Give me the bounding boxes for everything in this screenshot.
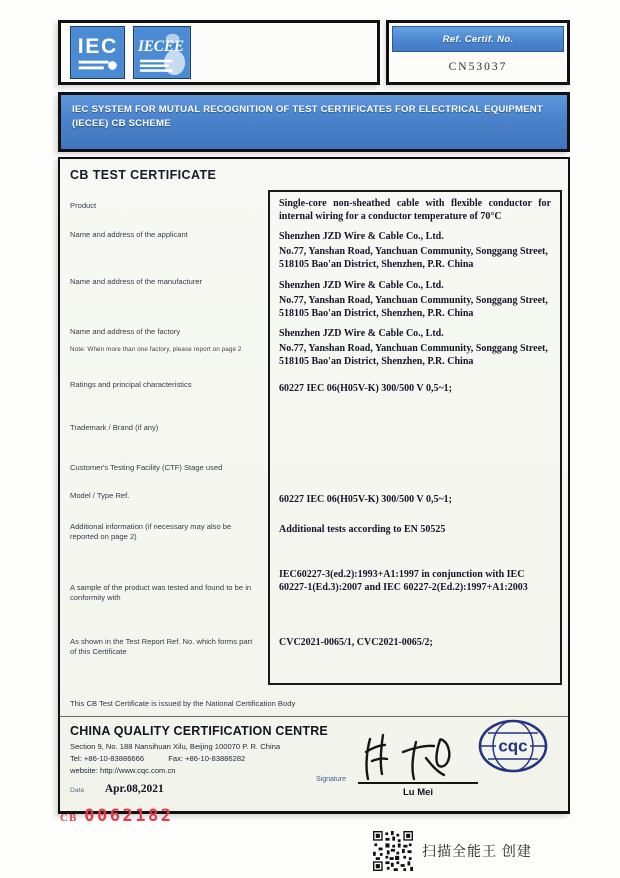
label-manufacturer: Name and address of the manufacturer [70,277,203,286]
label-ratings: Ratings and principal characteristics [70,380,192,389]
header [58,20,570,85]
label-factory-text: Name and address of the factory [70,327,181,336]
value-ratings: 60227 IEC 06(H05V-K) 300/500 V 0,5~1; [279,383,452,394]
signature-block [316,731,491,803]
factory-note: Note: When more than one factory, please report on page 2 [70,346,242,354]
value-test-report: CVC2021-0065/1, CVC2021-0065/2; [279,637,433,648]
scanner-watermark-text: 扫描全能王 创建 [422,843,532,859]
value-ctf [270,458,560,488]
certification-body-website: website: http://www.cqc.com.cn [70,766,176,775]
label-test-report: As shown in the Test Report Ref. No. which forms part of this Certificate [70,637,253,657]
iec-logo-icon [70,26,125,79]
manufacturer-company: Shenzhen JZD Wire & Cable Co., Ltd. [279,280,444,291]
logo-box [58,20,380,85]
labels-column [60,190,268,685]
ref-certif-number: CN53037 [448,61,508,73]
certificate-table [60,190,568,685]
value-conformity: IEC60227-3(ed.2):1993+A1:1997 in conjunction with IEC 60227-1(Ed.3):2007 and IEC 60227-2(Ed.2):1997+A1:2003 [279,569,528,594]
signature-line [358,782,478,784]
certification-body-name: CHINA QUALITY CERTIFICATION CENTRE [70,724,328,738]
certificate-footer [60,699,568,811]
scanner-watermark [373,831,532,871]
ref-certif-label: Ref. Certif. No. [392,26,564,52]
scheme-banner: IEC SYSTEM FOR MUTUAL RECOGNITION OF TEST CERTIFICATES FOR ELECTRICAL EQUIPMENT (IECEE) CB SCHEME [58,92,570,152]
svg-text:IECEE: IECEE [137,38,185,56]
date-value: Apr.08,2021 [104,783,164,795]
certificate-box [58,157,570,814]
factory-company: Shenzhen JZD Wire & Cable Co., Ltd. [279,328,444,339]
label-model: Model / Type Ref. [70,491,130,500]
certification-body-address: Section 9, No. 188 Nansihuan Xilu, Beijing 100070 P. R. China [70,742,281,751]
value-factory [270,322,560,375]
label-factory [70,320,268,373]
svg-text:IEC: IEC [77,34,117,58]
value-trademark [270,418,560,458]
date-row [70,779,164,797]
applicant-address: No.77, Yanshan Road, Yanchuan Community, Songgang Street, 518105 Bao'an District, Shenzhen, P.R. China [279,246,548,271]
signatory-name: Lu Mei [402,787,434,798]
qr-code-icon [373,831,413,871]
applicant-company: Shenzhen JZD Wire & Cable Co., Ltd. [279,231,444,242]
values-column [268,190,562,685]
value-additional-info: Additional tests according to EN 50525 [279,524,446,535]
label-additional-info: Additional information (if necessary may also be reported on page 2) [70,522,232,542]
iecee-logo-icon [133,26,191,79]
manufacturer-address: No.77, Yanshan Road, Yanchuan Community, Songgang Street, 518105 Bao'an District, Shenzhen, P.R. China [279,295,548,320]
signature-label: Signature [316,776,346,783]
footer-body [70,717,558,805]
svg-text:cqc: cqc [498,736,528,756]
signature-handwriting-icon [356,730,471,782]
label-product: Product [70,201,97,210]
tel: Tel: +86-10-83886666 [70,754,145,763]
value-product: Single-core non-sheathed cable with flexible conductor for internal wiring for a conductor temperature of 70°C [279,198,551,223]
certificate-title: CB TEST CERTIFICATE [70,168,217,182]
label-ctf: Customer's Testing Facility (CTF) Stage used [70,463,223,472]
issued-by-statement: This CB Test Certificate is issued by the National Certification Body [70,699,296,708]
certification-body-telfax [70,754,245,763]
value-model: 60227 IEC 06(H05V-K) 300/500 V 0,5~1; [279,494,452,505]
value-manufacturer [270,272,560,322]
stamp-number: 0062182 [84,806,174,826]
stamp-prefix: CB [60,812,78,824]
date-label: Date [70,787,85,794]
value-applicant [270,225,560,272]
cb-serial-stamp [60,806,173,826]
fax: Fax: +86-10-83886282 [168,754,246,763]
certificate-page [58,20,570,814]
label-applicant: Name and address of the applicant [70,230,188,239]
ref-certif-box [386,20,570,85]
factory-address: No.77, Yanshan Road, Yanchuan Community, Songgang Street, 518105 Bao'an District, Shenzhen, P.R. China [279,343,548,368]
label-trademark: Trademark / Brand (if any) [70,423,159,432]
label-conformity: A sample of the product was tested and found to be in conformity with [70,583,252,603]
